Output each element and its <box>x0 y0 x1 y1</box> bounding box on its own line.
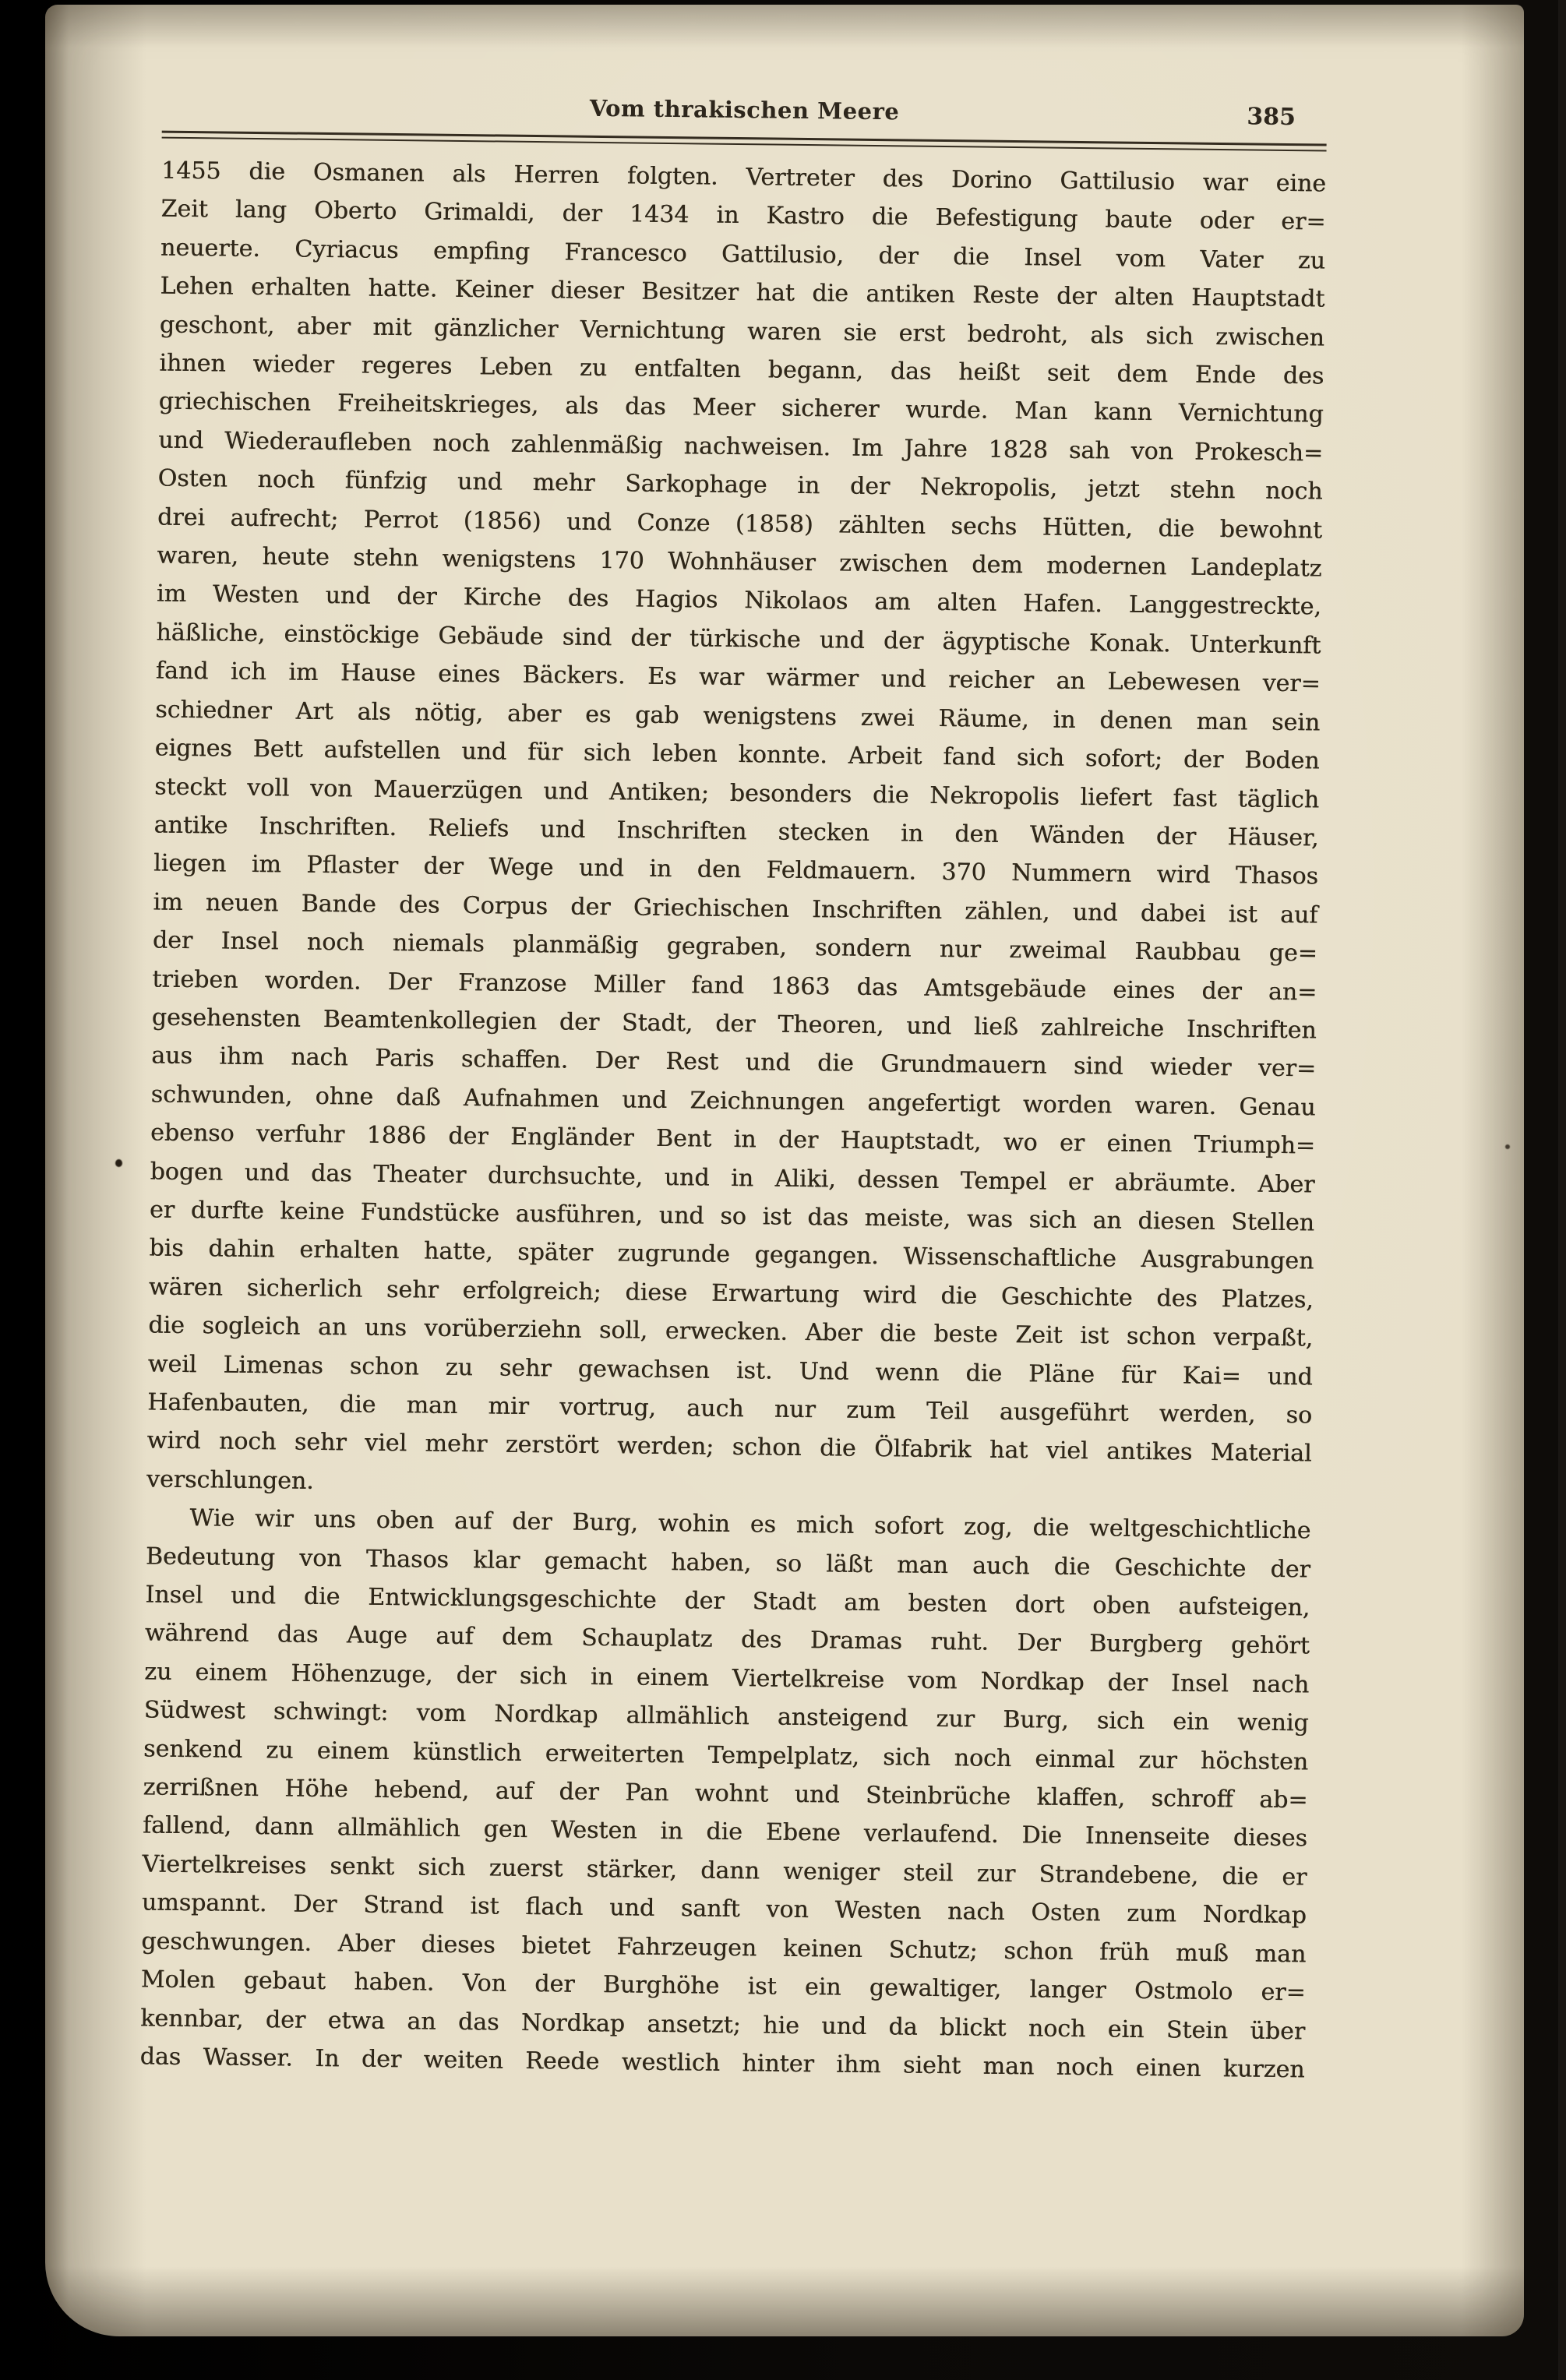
text-line: aus ihm nach Paris schaffen. Der Rest und die Grundmauern sind wieder ver= <box>151 1042 1317 1083</box>
text-line: waren, heute stehn wenigstens 170 Wohnhäuser zwischen dem modernen Landeplatz <box>157 541 1322 583</box>
text-line: Molen gebaut haben. Von der Burghöhe ist ein gewaltiger, langer Ostmolo er= <box>140 1966 1306 2007</box>
page-number: 385 <box>1247 103 1296 132</box>
text-line: schiedner Art als nötig, aber es gab wenigstens zwei Räume, in denen man sein <box>155 696 1321 737</box>
text-line: griechischen Freiheitskrieges, als das Meer sicherer wurde. Man kann Vernichtung <box>158 388 1324 428</box>
text-line: Südwest schwingt: vom Nordkap allmählich ansteigend zur Burg, sich ein wenig <box>143 1696 1309 1737</box>
text-line: 1455 die Osmanen als Herren folgten. Vertreter des Dorino Gattilusio war eine <box>160 157 1327 198</box>
text-line: ebenso verfuhr 1886 der Engländer Bent in der Hauptstadt, wo er einen Triumph= <box>150 1119 1316 1160</box>
text-line: bogen und das Theater durchsuchte, und in Aliki, dessen Tempel er abräumte. Aber <box>150 1158 1315 1199</box>
body-text <box>139 152 1326 2089</box>
scan-right-edge <box>1558 0 1566 2380</box>
text-line: geschont, aber mit gänzlicher Vernichtung waren sie erst bedroht, als sich zwischen <box>159 311 1325 352</box>
text-line: verschlungen. <box>146 1465 314 1495</box>
text-line: liegen im Pflaster der Wege und in den Feldmauern. 370 Nummern wird Thasos <box>153 849 1319 890</box>
text-line: Viertelkreises senkt sich zuerst stärker, dann weniger steil zur Strandebene, die er <box>142 1850 1307 1892</box>
text-line: trieben worden. Der Franzose Miller fand 1863 das Amtsgebäude eines der an= <box>152 965 1317 1007</box>
text-line: Hafenbauten, die man mir vortrug, auch nur zum Teil ausgeführt werden, so <box>147 1388 1313 1430</box>
ink-speck <box>115 1159 122 1167</box>
text-line: zu einem Höhenzuge, der sich in einem Viertelkreise vom Nordkap der Insel nach <box>144 1658 1310 1699</box>
text-line: Bedeutung von Thasos klar gemacht haben, so läßt man auch die Geschichte der <box>145 1543 1311 1584</box>
text-line: er durfte keine Fundstücke ausführen, und so ist das meiste, was sich an diesen Stellen <box>149 1196 1315 1237</box>
text-line: Zeit lang Oberto Grimaldi, der 1434 in Kastro die Befestigung baute oder er= <box>160 195 1326 236</box>
text-line: ihnen wieder regeres Leben zu entfalten begann, das heißt seit dem Ende des <box>159 349 1324 390</box>
text-line: während das Auge auf dem Schauplatz des Dramas ruht. Der Burgberg gehört <box>144 1619 1310 1660</box>
text-line: Wie wir uns oben auf der Burg, wohin es mich sofort zog, die weltgeschichtliche <box>189 1504 1311 1545</box>
text-line: bis dahin erhalten hatte, später zugrunde gegangen. Wissenschaftliche Ausgrabungen <box>149 1234 1314 1275</box>
text-line: schwunden, ohne daß Aufnahmen und Zeichnungen angefertigt worden waren. Genau <box>150 1081 1316 1122</box>
text-line: weil Limenas schon zu sehr gewachsen ist. Und wenn die Pläne für Kai= und <box>147 1350 1313 1391</box>
text-line: antike Inschriften. Reliefs und Inschriften stecken in den Wänden der Häuser, <box>153 811 1319 852</box>
paper-sheet <box>45 5 1524 2336</box>
ink-speck <box>1505 1144 1510 1149</box>
text-line: Insel und die Entwicklungsgeschichte der Stadt am besten dort oben aufsteigen, <box>145 1581 1310 1622</box>
text-line: im neuen Bande des Corpus der Griechischen Inschriften zählen, und dabei ist auf <box>153 888 1318 929</box>
text-line: gesehensten Beamtenkollegien der Stadt, der Theoren, und ließ zahlreiche Inschriften <box>151 1003 1317 1045</box>
text-line: steckt voll von Mauerzügen und Antiken; besonders die Nekropolis liefert fast täglich <box>153 773 1320 813</box>
text-line: fallend, dann allmählich gen Westen in die Ebene verlaufend. Die Innenseite dieses <box>142 1811 1308 1853</box>
text-line: Lehen erhalten hatte. Keiner dieser Besitzer hat die antiken Reste der alten Hauptstadt <box>160 272 1325 313</box>
text-line: eignes Bett aufstellen und für sich leben konnte. Arbeit fand sich sofort; der Boden <box>154 734 1320 775</box>
text-line: neuerte. Cyriacus empfing Francesco Gattilusio, der die Insel vom Vater zu <box>160 234 1326 275</box>
text-line: wird noch sehr viel mehr zerstört werden; schon die Ölfabrik hat viel antikes Material <box>146 1426 1312 1468</box>
text-line: senkend zu einem künstlich erweiterten Tempelplatz, sich noch einmal zur höchsten <box>143 1735 1309 1776</box>
text-line: zerrißnen Höhe hebend, auf der Pan wohnt und Steinbrüche klaffen, schroff ab= <box>143 1773 1308 1814</box>
text-line: drei aufrecht; Perrot (1856) und Conze (1858) zählten sechs Hütten, die bewohnt <box>157 503 1323 545</box>
text-line: umspannt. Der Strand ist flach und sanft von Westen nach Osten zum Nordkap <box>141 1888 1307 1930</box>
text-line: im Westen und der Kirche des Hagios Nikolaos am alten Hafen. Langgestreckte, <box>156 580 1322 621</box>
page-header <box>162 90 1327 135</box>
text-line: fand ich im Hause eines Bäckers. Es war wärmer und reicher an Lebewesen ver= <box>155 657 1321 698</box>
text-line: geschwungen. Aber dieses bietet Fahrzeugen keinen Schutz; schon früh muß man <box>141 1927 1307 1969</box>
running-title: Vom thrakischen Meere <box>589 94 900 125</box>
text-line: der Insel noch niemals planmäßig gegraben, sondern nur zweimal Raubbau ge= <box>152 926 1318 968</box>
page-content <box>139 0 1328 2089</box>
text-line: wären sicherlich sehr erfolgreich; diese Erwartung wird die Geschichte des Platzes, <box>148 1273 1314 1314</box>
text-line: die sogleich an uns vorüberziehn soll, erwecken. Aber die beste Zeit ist schon verpaßt, <box>148 1311 1314 1352</box>
text-line: häßliche, einstöckige Gebäude sind der türkische und der ägyptische Konak. Unterkunft <box>156 619 1321 660</box>
header-double-rule <box>162 131 1327 152</box>
text-line: Osten noch fünfzig und mehr Sarkophage in der Nekropolis, jetzt stehn noch <box>157 464 1323 506</box>
text-line: das Wasser. In der weiten Reede westlich hinter ihm sieht man noch einen kurzen <box>139 2043 1305 2084</box>
text-line: und Wiederaufleben noch zahlenmäßig nachweisen. Im Jahre 1828 sah von Prokesch= <box>158 426 1324 467</box>
text-line: kennbar, der etwa an das Nordkap ansetzt; hie und da blickt noch ein Stein über <box>140 2004 1306 2045</box>
